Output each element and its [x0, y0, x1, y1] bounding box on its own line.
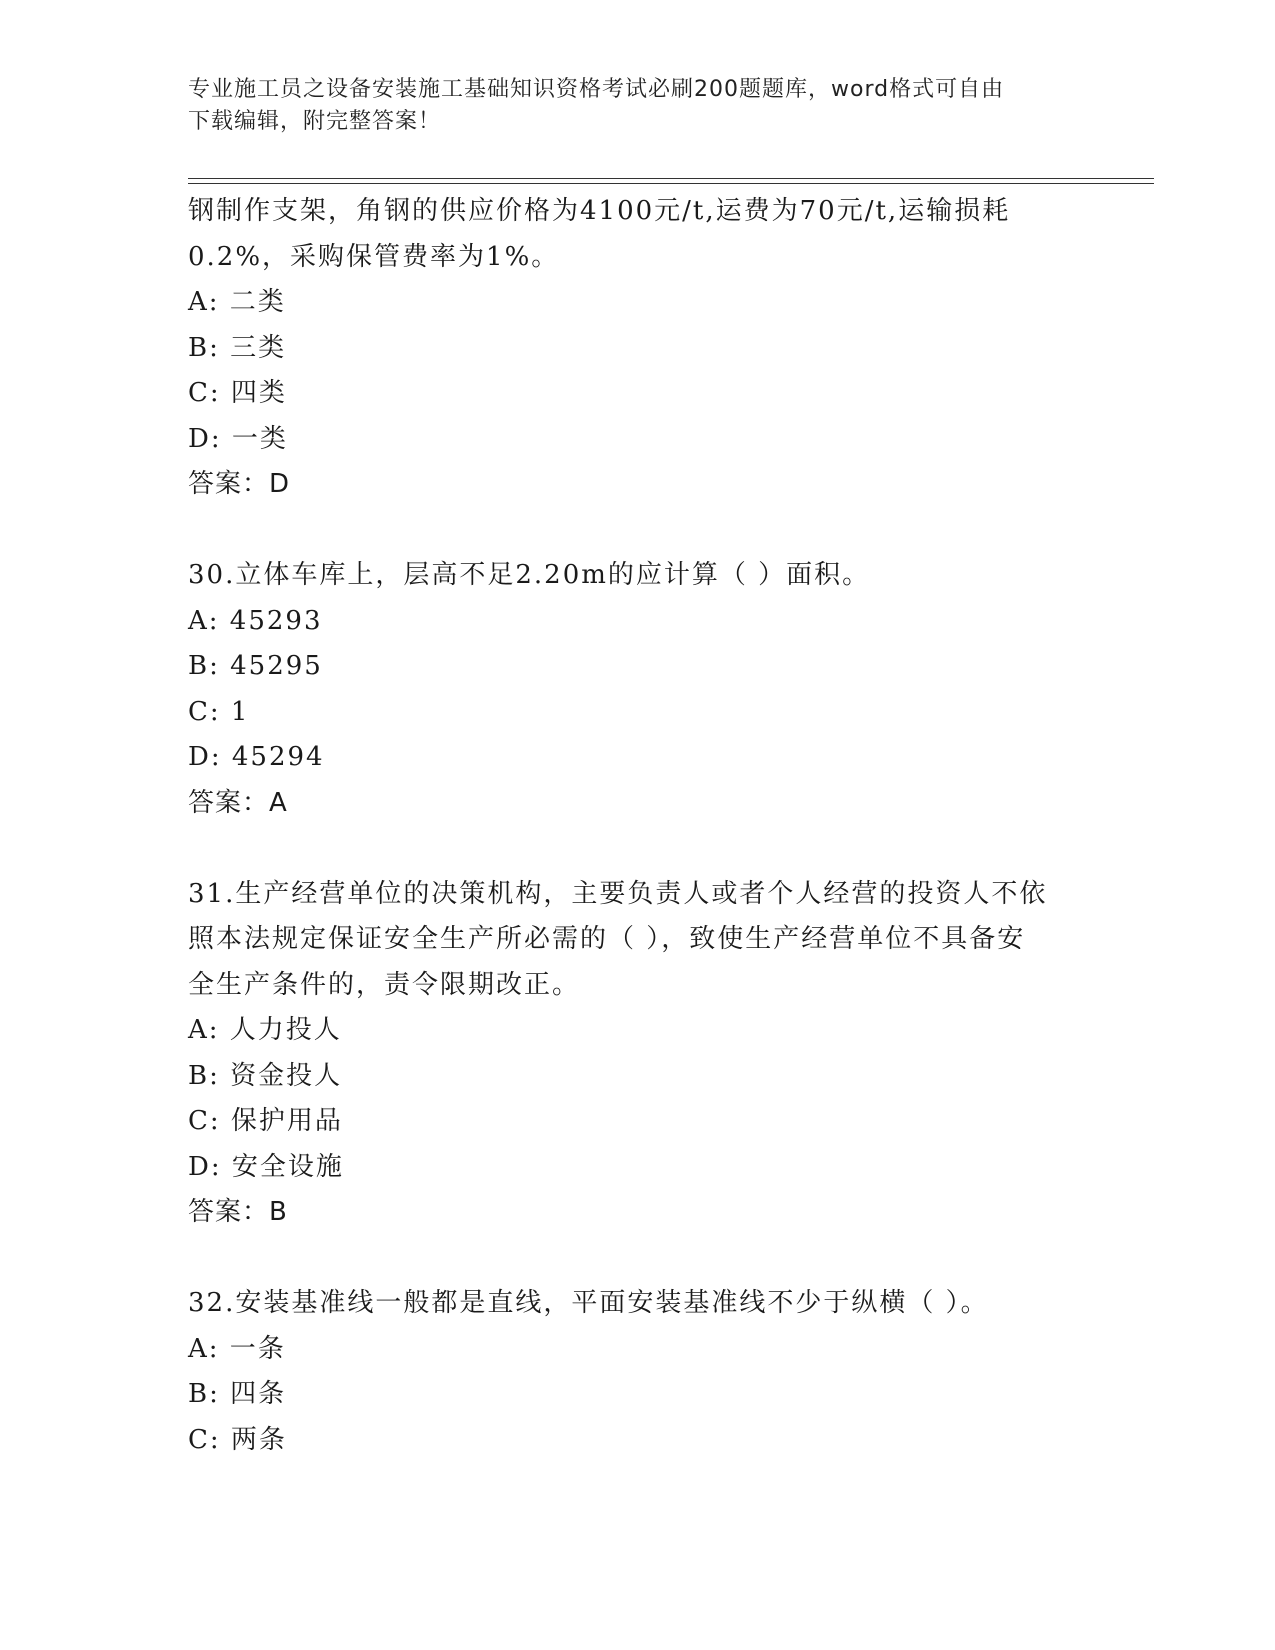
- question-30: [188, 553, 1088, 826]
- question-spacer: [188, 1236, 1088, 1282]
- question-stem-line: 32.安装基准线一般都是直线，平面安装基准线不少于纵横（ ）。: [188, 1288, 989, 1318]
- answer-line: 答案：B: [188, 1197, 288, 1227]
- option-c: C: 两条: [188, 1424, 287, 1455]
- option-a: A: 45293: [188, 605, 323, 636]
- option-c: C: 1: [188, 696, 250, 727]
- question-stem-line: 31.生产经营单位的决策机构，主要负责人或者个人经营的投资人不依: [188, 878, 1048, 909]
- option-d: D: 安全设施: [188, 1151, 344, 1182]
- header-divider-bottom: [188, 183, 1154, 184]
- question-stem-line: 30.立体车库上，层高不足2.20m的应计算（ ）面积。: [188, 560, 871, 590]
- question-list: [188, 189, 1088, 1463]
- header-line-2: 下载编辑，附完整答案！: [188, 109, 442, 134]
- answer-line: 答案：D: [188, 469, 291, 499]
- option-a: A: 一条: [188, 1333, 286, 1364]
- question-spacer: [188, 826, 1088, 872]
- question-32: [188, 1281, 1088, 1463]
- option-b: B: 四条: [188, 1379, 287, 1409]
- option-b: B: 三类: [188, 332, 287, 363]
- option-d: D: 45294: [188, 742, 325, 772]
- option-b: B: 资金投人: [188, 1060, 343, 1091]
- question-stem-line: 钢制作支架，角钢的供应价格为4100元/t,运费为70元/t,运输损耗: [188, 196, 1011, 226]
- question-29: [188, 189, 1088, 508]
- option-c: C: 四类: [188, 378, 287, 408]
- answer-line: 答案：A: [188, 787, 288, 818]
- question-spacer: [188, 508, 1088, 554]
- option-b: B: 45295: [188, 651, 323, 681]
- question-stem-line: 照本法规定保证安全生产所必需的（ ），致使生产经营单位不具备安: [188, 924, 1026, 954]
- option-a: A: 人力投人: [188, 1015, 342, 1045]
- header-line-1: 专业施工员之设备安装施工基础知识资格考试必刷200题题库，word格式可自由: [188, 77, 1005, 102]
- option-a: A: 二类: [188, 287, 286, 317]
- question-stem-line: 全生产条件的，责令限期改正。: [188, 969, 581, 1000]
- question-stem-line: 0.2%，采购保管费率为1%。: [188, 241, 560, 272]
- document-header: [188, 74, 1088, 138]
- option-d: D: 一类: [188, 423, 288, 454]
- option-c: C: 保护用品: [188, 1106, 343, 1136]
- header-divider-top: [188, 178, 1154, 179]
- question-31: [188, 872, 1088, 1236]
